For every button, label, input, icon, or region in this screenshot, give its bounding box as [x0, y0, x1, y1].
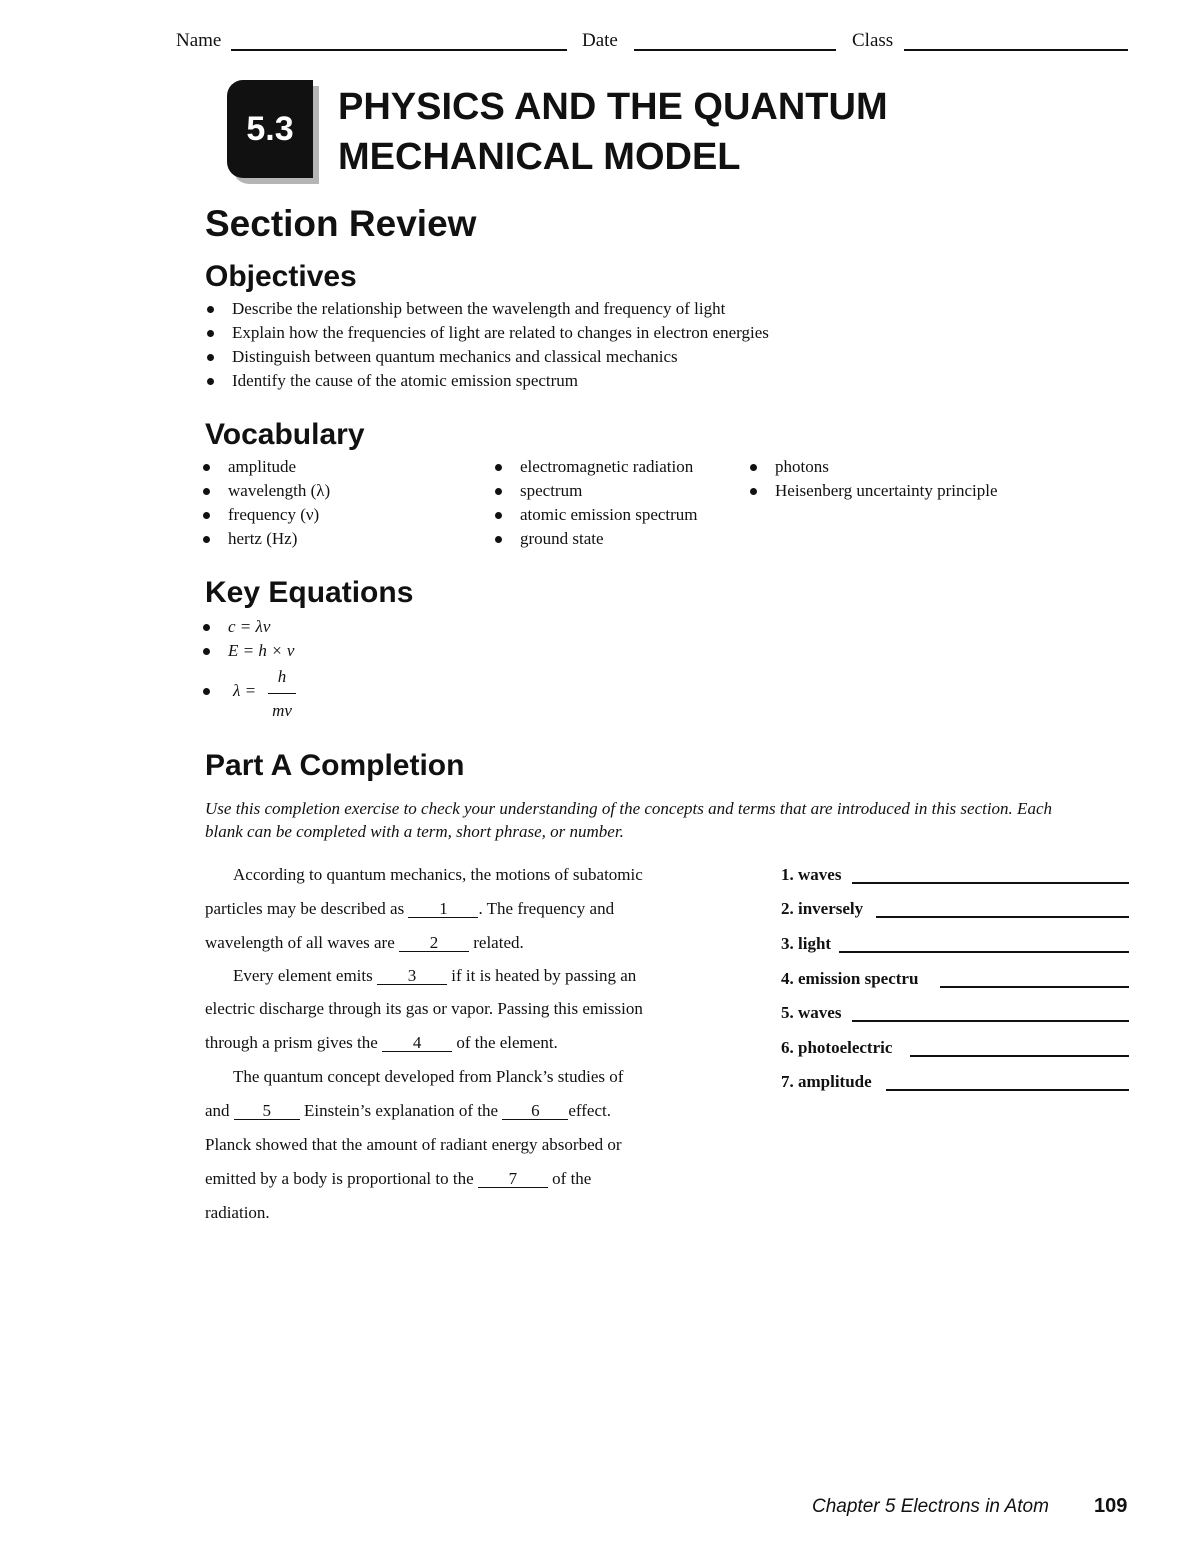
answer-line [839, 951, 1129, 953]
answer-line [876, 916, 1129, 918]
class-field[interactable] [904, 49, 1128, 51]
part-a-instructions: Use this completion exercise to check your understanding of the concepts and terms that are introduced in this section. Each blank can be completed with a term, short phrase, or number. [205, 799, 1052, 841]
paragraph-line: According to quantum mechanics, the motions of subatomic [233, 865, 643, 884]
paragraph-line: The quantum concept developed from Planck’s studies of [233, 1067, 624, 1086]
section-title-line2: MECHANICAL MODEL [338, 136, 741, 178]
paragraph-line: electric discharge through its gas or vapor. Passing this emission [205, 999, 643, 1018]
fraction-numerator: h [277, 667, 287, 686]
answer-3[interactable]: 3. light [781, 934, 832, 953]
section-title-line1: PHYSICS AND THE QUANTUM [338, 86, 888, 128]
footer-chapter: Chapter 5 Electrons in Atom [812, 1496, 1049, 1517]
answer-4[interactable]: 4. emission spectru [781, 969, 919, 988]
answer-line [910, 1055, 1129, 1057]
fraction-bar [268, 693, 296, 694]
paragraph-line: wavelength of all waves are 2 related. [205, 933, 524, 952]
vocabulary-heading: Vocabulary [205, 418, 365, 451]
date-label: Date [582, 30, 618, 51]
answer-7[interactable]: 7. amplitude [781, 1072, 872, 1091]
answer-5[interactable]: 5. waves [781, 1003, 842, 1022]
name-label: Name [176, 30, 222, 51]
paragraph-line: radiation. [205, 1203, 270, 1222]
section-number-badge: 5.3 [227, 80, 313, 178]
blank-5[interactable]: 5 [234, 1102, 300, 1120]
objectives-heading: Objectives [205, 260, 357, 293]
answer-line [852, 882, 1129, 884]
blank-6[interactable]: 6 [502, 1102, 568, 1120]
part-a-heading: Part A Completion [205, 749, 465, 782]
paragraph-line: particles may be described as 1 . The frequency and [205, 899, 615, 918]
answer-line [852, 1020, 1129, 1022]
blank-1[interactable]: 1 [408, 900, 478, 918]
section-review-heading: Section Review [205, 203, 477, 244]
paragraph-line: Every element emits 3 if it is heated by passing an [233, 966, 637, 985]
key-equations-heading: Key Equations [205, 576, 414, 609]
answer-1[interactable]: 1. waves [781, 865, 842, 884]
answer-line [940, 986, 1129, 988]
blank-3[interactable]: 3 [377, 967, 447, 985]
blank-7[interactable]: 7 [478, 1170, 548, 1188]
answer-2[interactable]: 2. inversely [781, 899, 864, 918]
paragraph-line: emitted by a body is proportional to the 7 of the [205, 1169, 592, 1188]
footer-page-number: 109 [1094, 1495, 1128, 1517]
answer-line [886, 1089, 1129, 1091]
paragraph-line: Planck showed that the amount of radiant energy absorbed or [205, 1135, 622, 1154]
blank-4[interactable]: 4 [382, 1034, 452, 1052]
fraction-denominator: mv [272, 701, 292, 720]
blank-2[interactable]: 2 [399, 934, 469, 952]
class-label: Class [852, 30, 894, 51]
paragraph-line: through a prism gives the 4 of the element. [205, 1033, 558, 1052]
paragraph-line: and 5 Einstein’s explanation of the 6 effect. [205, 1101, 611, 1120]
date-field[interactable] [634, 49, 836, 51]
answer-6[interactable]: 6. photoelectric [781, 1038, 893, 1057]
section-title [338, 82, 888, 182]
name-field[interactable] [231, 49, 567, 51]
